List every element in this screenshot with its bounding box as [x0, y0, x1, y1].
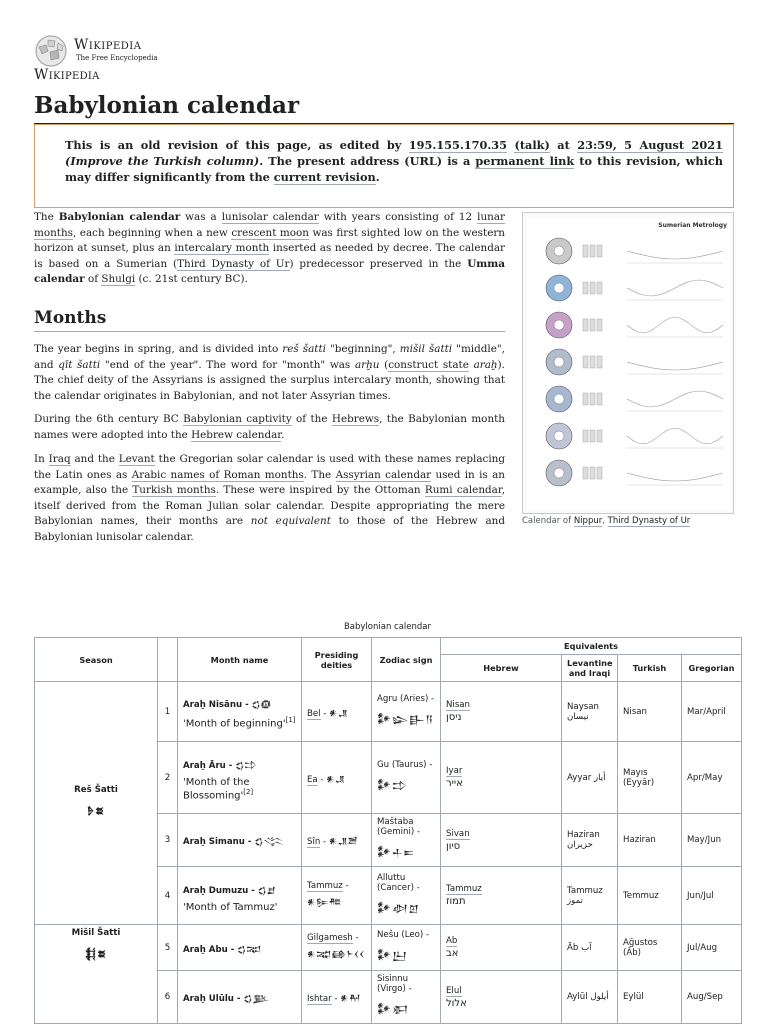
text: , the Babylonian month names were adopted into the [34, 413, 506, 441]
babylonian-calendar-table-section [34, 622, 741, 1024]
legend-swatch [590, 319, 595, 331]
month-number: 2 [164, 772, 171, 783]
month-gloss [183, 902, 296, 913]
metrology-chart-image [527, 217, 731, 511]
header-equivalents: Equivalents [441, 638, 742, 655]
italic-term: qīt šatti [58, 358, 101, 371]
month-number-cell [158, 742, 178, 814]
month-name-cell [178, 925, 302, 971]
hebrew-cell [441, 971, 562, 1024]
deity-cell [302, 814, 372, 867]
deity-cell [302, 742, 372, 814]
text: ) predecessor preserved in the [289, 257, 468, 270]
turkish-name: Temmuz [623, 890, 659, 901]
deity-link[interactable]: Sîn [307, 837, 321, 847]
revision-editor-link[interactable]: 195.155.170.35 [408, 138, 508, 152]
table-caption: Babylonian calendar [343, 622, 432, 632]
levantine-cell [562, 867, 618, 925]
turkish-name: Nisan [623, 706, 648, 717]
link-crescent-moon[interactable]: crescent moon [231, 226, 309, 239]
legend-swatch [597, 245, 602, 257]
hebrew-cell [441, 742, 562, 814]
turkish-cell [618, 925, 682, 971]
zodiac-text: Alluttu (Cancer) - [377, 872, 420, 893]
legend-swatch [583, 319, 588, 331]
zodiac-cuneiform: 𒀯𒄞 [377, 780, 408, 792]
month-number: 4 [164, 890, 171, 901]
italic-term: mišil šatti [399, 343, 453, 355]
link-arabic-names-of-roman-months[interactable]: Arabic names of Roman months [131, 468, 304, 481]
hebrew-script: אב [446, 948, 459, 959]
legend-swatch [597, 356, 602, 368]
text: of the [291, 413, 332, 425]
month-name-cell [178, 971, 302, 1024]
levantine-script: تموز [567, 895, 583, 906]
header-levantine[interactable]: Levantine and Iraqi [562, 655, 618, 682]
text: was a [180, 211, 222, 223]
hebrew-cell [441, 814, 562, 867]
header-hebrew[interactable]: Hebrew [441, 655, 562, 682]
season-name: Mišil Šatti [71, 928, 121, 938]
deity-cell [302, 925, 372, 971]
month-cuneiform: 𒌚𒄞 [235, 760, 257, 771]
link-third-dynasty-of-ur[interactable]: Third Dynasty of Ur [177, 257, 290, 270]
header-turkish[interactable]: Turkish [618, 655, 682, 682]
bold-term: Babylonian calendar [58, 211, 181, 223]
month-name-cell [178, 867, 302, 925]
figure-chart-title: Sumerian Metrology [658, 222, 727, 229]
text: was first sighted low on the western horizon at sunset, plus an [34, 226, 505, 254]
season-cuneiform: 𒊩𒊺 [86, 806, 106, 817]
turkish-cell [618, 867, 682, 925]
zodiac-cuneiform: 𒀯𒌨 [377, 950, 408, 962]
deity-cuneiform: - 𒀭𒂗 [317, 774, 345, 785]
link-assyrian-calendar[interactable]: Assyrian calendar [335, 468, 432, 481]
hebrew-month-link[interactable]: Tammuz [446, 884, 482, 894]
deity-link[interactable]: Tammuz [307, 880, 343, 891]
italic-term: reš šatti [282, 343, 326, 355]
hebrew-cell [441, 925, 562, 971]
month-name-cell [178, 814, 302, 867]
link-hebrews[interactable]: Hebrews [331, 413, 380, 425]
link-lunisolar-calendar[interactable]: lunisolar calendar [221, 211, 319, 223]
month-name: Araḫ Dumuzu - [183, 885, 258, 896]
legend-swatch [597, 393, 602, 405]
month-name: Araḫ Ulūlu - [183, 994, 244, 1004]
text: the Gregorian solar calendar is used with these names replacing the Latin ones as [34, 453, 506, 481]
levantine-script: آب [581, 942, 592, 953]
levantine-name: Āb [567, 942, 579, 953]
text: , itself derived from the Roman Julian solar calendar. Despite appropriating the mere Babylonian names, their months are [34, 484, 505, 527]
link-babylonian-captivity[interactable]: Babylonian captivity [183, 413, 292, 425]
hebrew-script: אלול [446, 997, 467, 1009]
gloss-text: 'Month of the Blossoming' [183, 776, 250, 802]
header-gregorian[interactable]: Gregorian [682, 655, 742, 682]
wheel-center [554, 468, 564, 478]
legend-swatch [583, 430, 588, 442]
turkish-name: Mayıs (Eyyâr) [623, 767, 655, 788]
figure-image[interactable] [522, 212, 734, 514]
wheel-center [554, 357, 564, 367]
deity-link[interactable]: Ea [307, 774, 318, 785]
table-row [35, 925, 742, 971]
revision-text: This is an old revision of this page, as edited by [65, 138, 409, 152]
wikipedia-globe-icon [34, 34, 68, 68]
italic-term: not equivalent [250, 515, 331, 527]
gloss-text: 'Month of beginning' [183, 718, 286, 730]
permanent-link[interactable]: permanent link [475, 154, 575, 168]
bold-term: Umma calendar [34, 257, 505, 285]
levantine-name: Tammuz [567, 885, 603, 896]
link-hebrew-calendar[interactable]: Hebrew calendar [191, 428, 282, 441]
month-number-cell [158, 925, 178, 971]
zodiac-cell [372, 867, 441, 925]
deity-cell [302, 971, 372, 1024]
link-construct-state[interactable]: construct state [388, 358, 469, 371]
hebrew-month-link[interactable]: Ab [446, 936, 458, 946]
month-number: 5 [164, 942, 171, 953]
levantine-name: Aylūl [567, 992, 588, 1002]
text: , each beginning when a new [73, 226, 232, 239]
month-name-cell [178, 742, 302, 814]
revision-datetime-link[interactable]: 23:59, 5 August 2021 [577, 138, 724, 152]
deity-cuneiform: - 𒀭𒈹 [331, 994, 361, 1004]
italic-term: arḫu [354, 358, 380, 371]
header-month-name[interactable]: Month name [178, 638, 302, 682]
wheel-center [554, 431, 564, 441]
text: of [84, 273, 102, 285]
header-number[interactable] [158, 638, 178, 682]
revision-text: . The present address (URL) is a [259, 154, 476, 168]
link-levant[interactable]: Levant [118, 453, 155, 465]
gregorian-cell [682, 814, 742, 867]
hebrew-script: סיון [446, 840, 461, 852]
month-cuneiform: 𒌚𒋞 [254, 837, 284, 847]
month-number: 1 [164, 706, 171, 717]
wikipedia-wordmark: Wikipedia [74, 37, 142, 53]
gregorian-range: Apr/May [687, 772, 723, 783]
gregorian-range: Mar/April [687, 706, 726, 717]
text: In [34, 453, 49, 465]
header-season[interactable]: Season [35, 638, 158, 682]
zodiac-text: Sisinnu (Virgo) - [377, 974, 412, 994]
levantine-script: نيسان [567, 711, 589, 722]
zodiac-cuneiform: 𒀯𒀠𒇻 [377, 903, 420, 915]
zodiac-cell [372, 682, 441, 742]
text: . [281, 428, 285, 441]
levantine-cell [562, 814, 618, 867]
month-number-cell [158, 682, 178, 742]
link-rumi-calendar[interactable]: Rumi calendar [424, 484, 502, 496]
text: and the [70, 453, 119, 465]
levantine-script: أيار [594, 772, 606, 783]
text: to those of the Hebrew and Babylonian lunisolar calendar. [34, 515, 505, 543]
season-name: Reš Šatti [74, 785, 118, 795]
gloss-text: 'Month of Tammuz' [183, 901, 278, 913]
revision-text: at [549, 138, 578, 152]
turkish-name: Ağustos (Âb) [623, 937, 658, 958]
hebrew-month-link[interactable]: Iyar [446, 766, 463, 776]
section-heading-months: Months [34, 308, 505, 332]
text: inserted as needed by decree. The calendar is based on a Sumerian ( [34, 242, 506, 270]
gregorian-cell [682, 925, 742, 971]
text: with years consisting of 12 [318, 211, 478, 223]
month-cuneiform: 𒌚𒆥 [243, 994, 270, 1004]
link-shulgi[interactable]: Shulgi [101, 273, 136, 285]
zodiac-cuneiform: 𒀯𒀳 [377, 1005, 409, 1016]
hebrew-cell [441, 867, 562, 925]
text: ( [379, 358, 389, 371]
link-iraq[interactable]: Iraq [48, 453, 71, 465]
text: "beginning", [325, 343, 400, 355]
month-number-cell [158, 867, 178, 925]
deity-link[interactable]: Ishtar [307, 994, 332, 1004]
month-number: 3 [164, 835, 171, 845]
legend-swatch [590, 245, 595, 257]
month-number: 6 [164, 992, 171, 1002]
wikipedia-tagline: The Free Encyclopedia [76, 54, 158, 62]
gregorian-cell [682, 742, 742, 814]
link-nippur[interactable]: Nippur [573, 516, 603, 526]
legend-swatch [597, 319, 602, 331]
month-name: Araḫ Abu - [183, 944, 238, 955]
intro-paragraph [34, 210, 505, 288]
old-revision-notice [34, 124, 734, 208]
hebrew-month-link[interactable]: Nisan [446, 700, 471, 710]
turkish-cell [618, 742, 682, 814]
text: The [34, 211, 59, 223]
month-cuneiform: 𒌚𒁈 [251, 700, 272, 711]
wikipedia-wordmark-secondary: Wikipedia [34, 67, 100, 83]
deity-cuneiform: - 𒀭𒂗𒍪 [320, 837, 358, 847]
footnote-link[interactable]: [2] [243, 787, 254, 796]
gregorian-cell [682, 971, 742, 1024]
text: "middle", and [34, 343, 505, 371]
levantine-name: Haziran [567, 830, 600, 840]
month-gloss [183, 777, 296, 801]
levantine-script: حزيران [567, 840, 593, 850]
season-cell [35, 925, 158, 1024]
link-intercalary-month[interactable]: intercalary month [174, 242, 270, 254]
wheel-center [554, 394, 564, 404]
zodiac-cell [372, 814, 441, 867]
gregorian-range: Jun/Jul [687, 890, 714, 901]
legend-swatch [583, 356, 588, 368]
text: Calendar of [522, 516, 574, 526]
text: . These were inspired by the Ottoman [215, 484, 425, 496]
month-name-cell [178, 682, 302, 742]
hebrew-cell [441, 682, 562, 742]
months-paragraph-3 [34, 452, 505, 545]
table-body [35, 682, 742, 1024]
season-cell [35, 682, 158, 925]
header-zodiac[interactable]: Zodiac sign [372, 638, 441, 682]
wheel-center [554, 283, 564, 293]
levantine-cell [562, 971, 618, 1024]
month-name: Araḫ Āru - [183, 760, 236, 771]
zodiac-cell [372, 925, 441, 971]
turkish-name: Eylül [623, 992, 644, 1002]
month-cuneiform: 𒌚𒋗 [257, 885, 276, 896]
months-paragraph-1 [34, 342, 505, 404]
text: "end of the year". The word for "month" was [100, 358, 355, 371]
legend-swatch [590, 282, 595, 294]
turkish-name: Haziran [623, 835, 656, 845]
zodiac-text: Nešu (Leo) - [377, 929, 430, 940]
site-logo[interactable] [34, 34, 234, 84]
levantine-script: أيلول [590, 992, 609, 1002]
month-number-cell [158, 814, 178, 867]
hebrew-script: ניסן [446, 712, 462, 723]
legend-swatch [583, 245, 588, 257]
text: , [602, 516, 608, 526]
hebrew-month-link[interactable]: Sivan [446, 828, 470, 839]
legend-swatch [590, 393, 595, 405]
gregorian-range: May/Jun [687, 835, 722, 845]
link-turkish-months[interactable]: Turkish months [132, 484, 216, 496]
zodiac-text: Gu (Taurus) - [377, 759, 433, 770]
text: The year begins in spring, and is divided into [34, 343, 283, 355]
deity-link[interactable]: Gilgamesh [307, 932, 353, 943]
month-number-cell [158, 971, 178, 1024]
levantine-name: Ayyar [567, 772, 592, 783]
footnote-link[interactable]: [1] [285, 716, 296, 725]
legend-swatch [597, 430, 602, 442]
wheel-center [554, 246, 564, 256]
page-title: Babylonian calendar [34, 92, 734, 124]
text: used in is an example, also the [34, 468, 505, 496]
legend-swatch [597, 467, 602, 479]
gregorian-cell [682, 682, 742, 742]
turkish-cell [618, 814, 682, 867]
month-name: Araḫ Nisānu - [183, 700, 252, 711]
header-deities[interactable]: Presiding deities [302, 638, 372, 682]
text: (c. 21st century BC). [135, 273, 248, 285]
legend-swatch [583, 467, 588, 479]
turkish-cell [618, 971, 682, 1024]
month-gloss [183, 716, 296, 729]
legend-swatch [590, 430, 595, 442]
wheel-center [554, 320, 564, 330]
levantine-cell [562, 682, 618, 742]
text: . The [303, 468, 336, 481]
months-paragraph-2 [34, 412, 505, 443]
deity-cuneiform: - 𒀭𒌉𒍣 [307, 880, 349, 908]
deity-cuneiform: - 𒀭𒂗 [320, 708, 348, 719]
revision-talk-link[interactable]: (talk) [514, 138, 550, 152]
text: ). The chief deity of the Assyrians is assigned the surplus intercalary month, showing that the calendar originates in Babylonian, and not later Assyrian times. [34, 358, 505, 402]
legend-swatch [597, 282, 602, 294]
current-revision-link[interactable]: current revision [273, 170, 376, 184]
hebrew-script: אייר [446, 778, 463, 789]
zodiac-text: Maštaba (Gemini) - [377, 817, 421, 837]
turkish-cell [618, 682, 682, 742]
levantine-name: Naysan [567, 701, 599, 712]
levantine-cell [562, 742, 618, 814]
deity-link[interactable]: Bel [307, 708, 321, 719]
link-third-dynasty-of-ur-caption[interactable]: Third Dynasty of Ur [607, 516, 691, 526]
table-row [35, 682, 742, 742]
legend-swatch [590, 467, 595, 479]
link-lunar-months[interactable]: lunar months [34, 211, 505, 239]
zodiac-cuneiform: 𒀯𒈦𒋰 [377, 848, 416, 859]
revision-text: to this revision, which may differ significantly from the [65, 154, 724, 184]
figure-sumerian-metrology [522, 212, 734, 526]
zodiac-text: Agru (Aries) - [377, 693, 435, 704]
text: During the 6th century BC [34, 413, 184, 425]
revision-text: . [375, 170, 380, 184]
figure-caption [522, 516, 734, 526]
month-cuneiform: 𒌚𒉈 [237, 944, 262, 955]
zodiac-cell [372, 742, 441, 814]
legend-swatch [590, 356, 595, 368]
deity-cuneiform: - 𒀭𒉋𒂵𒈨𒌋𒌋 [307, 932, 365, 960]
levantine-cell [562, 925, 618, 971]
deity-cell [302, 682, 372, 742]
legend-swatch [583, 393, 588, 405]
babylonian-calendar-table [34, 637, 742, 1024]
revision-summary: (Improve the Turkish column) [65, 154, 260, 168]
zodiac-cuneiform: 𒀯𒇽𒃲𒀀 [377, 714, 434, 726]
legend-swatch [583, 282, 588, 294]
season-cuneiform: 𒈭𒊺 [84, 949, 108, 960]
gregorian-cell [682, 867, 742, 925]
hebrew-month-link[interactable]: Elul [446, 985, 462, 996]
deity-cell [302, 867, 372, 925]
zodiac-cell [372, 971, 441, 1024]
italic-term: araḫ [473, 358, 498, 371]
hebrew-script: תמוז [446, 896, 466, 907]
gregorian-range: Aug/Sep [687, 992, 723, 1002]
gregorian-range: Jul/Aug [687, 942, 718, 953]
month-name: Araḫ Simanu - [183, 837, 255, 847]
